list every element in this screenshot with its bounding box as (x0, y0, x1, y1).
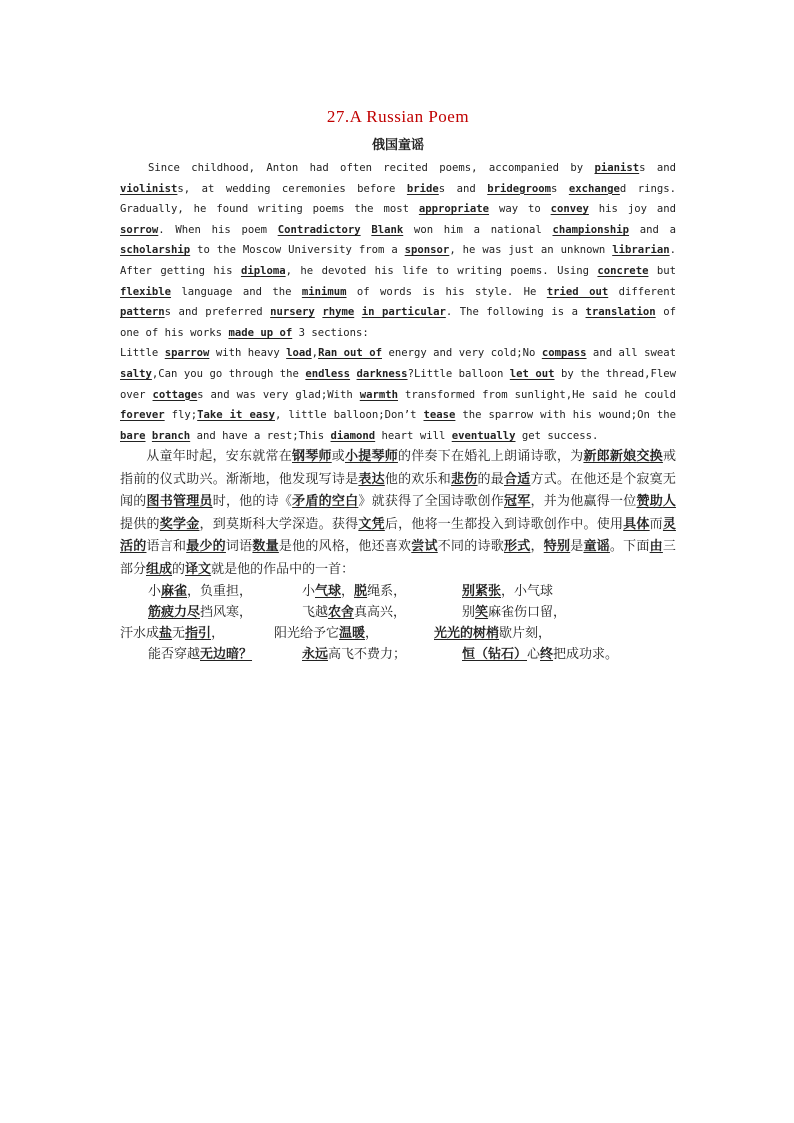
poem-line (120, 623, 676, 644)
text-run: fly; (164, 409, 198, 422)
text-run (361, 224, 372, 236)
vocab-word: Contradictory (277, 223, 361, 236)
vocab-word: 笑 (475, 605, 489, 621)
text-run: 麻雀伤口留， (488, 605, 567, 621)
vocab-word: 图书管理员 (146, 494, 213, 510)
document-subtitle: 俄国童谣 (371, 138, 424, 153)
vocab-word: 文凭 (358, 516, 385, 532)
text-run: 挡风寒， (200, 605, 253, 621)
vocab-word: translation (585, 306, 656, 319)
text-run: 从童年时起，安东就常在 (146, 449, 292, 465)
vocab-word: let out (509, 367, 555, 380)
poem-cell (120, 623, 224, 644)
chinese-paragraph (120, 446, 676, 581)
vocab-word: 具体 (623, 516, 650, 532)
vocab-word: Ran out of (318, 347, 382, 360)
text-run: 词语 (225, 539, 253, 555)
text-run: get success. (515, 429, 599, 442)
text-run: 语言和 (146, 539, 187, 555)
vocab-word: scholarship (120, 244, 191, 257)
text-run: 而 (649, 516, 663, 532)
text-run: d rings. Gradually, he found writing poems the most (120, 182, 676, 216)
poem-line (120, 581, 676, 602)
vocab-word: bride (406, 182, 439, 195)
text-run: to the Moscow University from a (190, 244, 405, 257)
text-run: 高飞不费力； (328, 647, 407, 663)
text-run: 无 (172, 626, 186, 642)
vocab-word: 悲伤 (451, 471, 478, 487)
poem-cell (462, 602, 566, 623)
vocab-word: warmth (359, 388, 399, 401)
text-run: 就是他的作品中的一首： (211, 561, 355, 577)
text-run: language and the (171, 285, 302, 298)
text-run: 别 (462, 605, 476, 621)
text-run: 戒指前的仪式助兴。渐渐地，他发现写诗是 (120, 449, 676, 487)
document-page (120, 104, 676, 665)
vocab-word: darkness (356, 367, 408, 380)
text-run: 小 (148, 584, 162, 600)
text-run: s and preferred (164, 306, 271, 319)
vocab-word: 钢琴师 (291, 449, 332, 465)
text-run: 时，他的诗《 (212, 494, 293, 510)
poem-cell (148, 581, 252, 602)
vocab-word: 童谣 (583, 539, 610, 555)
vocab-word: 筋疲力尽 (148, 605, 201, 621)
text-run: ，负重担， (187, 584, 253, 600)
text-run: ， (365, 626, 379, 642)
vocab-word: 新郎新娘 (583, 449, 637, 465)
vocab-word: 赞助人 (636, 494, 676, 510)
text-run: Little (120, 347, 165, 360)
vocab-word: salty (120, 367, 152, 380)
vocab-word: appropriate (418, 203, 490, 216)
text-run (354, 306, 362, 318)
text-run: . After getting his (120, 244, 676, 277)
poem-cell (462, 644, 618, 665)
vocab-word: flexible (120, 285, 172, 298)
vocab-word: pianist (594, 162, 640, 174)
vocab-word: 特别 (543, 539, 571, 555)
text-run: way to (489, 203, 551, 216)
text-run: of words is his style. He (346, 285, 547, 298)
poem-cell (462, 581, 553, 602)
chinese-poem (120, 581, 676, 665)
text-run: s, at wedding ceremonies before (177, 182, 407, 195)
text-run: 歇片刻， (499, 626, 552, 642)
vocab-word: 脱 (354, 584, 368, 600)
text-run: 飞越 (302, 605, 329, 621)
text-run: 。下面 (609, 539, 650, 555)
poem-cell (302, 581, 406, 602)
text-run: s and was very glad;With (197, 388, 360, 401)
text-run: 不同的诗歌 (437, 539, 504, 555)
vocab-word: 无边暗？ (200, 647, 253, 663)
vocab-word: in particular (361, 306, 446, 319)
poem-cell (302, 602, 406, 623)
text-run: 汗水成 (120, 626, 160, 642)
text-run: 是他的风格，他还喜欢 (278, 539, 412, 555)
text-run: s and (639, 162, 677, 174)
vocab-word: pattern (120, 306, 165, 319)
vocab-word: 小提琴师 (344, 449, 398, 465)
document-title: 27.A Russian Poem (326, 107, 470, 126)
text-run: by the thread,Flew over (120, 367, 676, 401)
text-run: ，到莫斯科大学深造。获得 (199, 516, 359, 532)
vocab-word: championship (552, 223, 630, 236)
vocab-word: 终 (540, 647, 554, 663)
vocab-word: 光光的树梢 (434, 626, 500, 642)
vocab-word: 矛盾的空白 (292, 494, 359, 510)
text-run: 他的欢乐和 (384, 471, 452, 487)
english-poem-paragraph (120, 343, 676, 446)
vocab-word: 指引 (185, 626, 212, 642)
poem-cell (434, 623, 551, 644)
vocab-word: 盐 (159, 626, 173, 642)
text-run: ， (341, 584, 355, 600)
text-run: 阳光给予它 (274, 626, 340, 642)
text-run: s and (438, 182, 488, 195)
text-run: 绳系， (367, 584, 407, 600)
vocab-word: sponsor (404, 244, 450, 257)
text-run: , (311, 347, 319, 360)
vocab-word: nursery (270, 306, 315, 319)
vocab-word: 恒（钻石） (462, 647, 528, 663)
english-paragraph-text (120, 162, 676, 339)
vocab-word: 最少的 (186, 539, 226, 555)
text-run: 能否穿越 (148, 647, 201, 663)
vocab-word: bare (120, 429, 146, 442)
text-run: energy and very cold;No (382, 347, 542, 360)
english-poem-text (120, 347, 676, 441)
text-run: 是 (570, 539, 584, 555)
text-run: , he devoted his life to writing poems. Using (285, 264, 598, 277)
text-run: transformed from sunlight,He said he could (398, 388, 676, 401)
text-run: and all sweat (586, 347, 677, 360)
vocab-word: cottage (152, 388, 198, 401)
vocab-word: tease (423, 409, 456, 422)
poem-cell (302, 644, 406, 665)
text-run: 把成功求。 (553, 647, 619, 663)
text-run: , little balloon;Don’t (274, 409, 424, 422)
text-run: ，小气球 (501, 584, 554, 600)
text-run: the sparrow with his wound;On the (455, 409, 676, 422)
vocab-word: rhyme (322, 306, 355, 319)
vocab-word: 麻雀 (161, 584, 188, 600)
vocab-word: sparrow (164, 347, 210, 360)
text-run: but (648, 264, 677, 277)
chinese-paragraph-text (120, 449, 676, 577)
vocab-word: minimum (301, 285, 347, 298)
vocab-word: diamond (330, 429, 376, 442)
text-run: and have a rest;This (190, 429, 331, 442)
text-run: 提供的 (120, 516, 160, 532)
vocab-word: 别紧张 (462, 584, 502, 600)
text-run: 真高兴， (354, 605, 407, 621)
poem-line (120, 602, 676, 623)
text-run: ,Can you go through the (151, 367, 306, 380)
text-run: with heavy (209, 347, 287, 360)
vocab-word: librarian (612, 244, 670, 257)
vocab-word: 灵活的 (120, 516, 676, 555)
text-run: 小 (302, 584, 316, 600)
english-paragraph (120, 158, 676, 343)
vocab-word: 交换 (636, 449, 663, 465)
text-run: ，并为他赢得一位 (530, 494, 637, 510)
vocab-word: branch (151, 429, 191, 442)
text-run: 》就获得了全国诗歌创作 (358, 494, 505, 510)
text-run: heart will (375, 429, 452, 442)
text-run: 后，他将一生都投入到诗歌创作中。使用 (384, 516, 624, 532)
text-run: won him a national (403, 223, 553, 236)
text-run: 方式。在他还是个寂寞无闻的 (120, 471, 676, 510)
text-run: and a (629, 223, 676, 236)
vocab-word: 合适 (504, 471, 531, 487)
text-run: 心 (527, 647, 541, 663)
vocab-word: concrete (597, 264, 649, 277)
vocab-word: Blank (371, 223, 404, 236)
text-run: 三部分 (120, 539, 676, 577)
text-run: . The following is a (445, 306, 586, 319)
text-run: , he was just an unknown (449, 244, 613, 257)
text-run: his joy and (588, 203, 676, 216)
vocab-word: 永远 (302, 647, 329, 663)
vocab-word: convey (550, 203, 589, 216)
vocab-word: 由 (649, 539, 663, 555)
text-run: 或 (331, 449, 345, 465)
vocab-word: exchange (568, 182, 620, 195)
text-run: of one of his works (120, 306, 676, 339)
vocab-word: 温暖 (339, 626, 366, 642)
text-run: ， (211, 626, 225, 642)
vocab-word: load (286, 347, 312, 360)
text-run: Since childhood, Anton had often recited poems, accompanied by (148, 162, 595, 174)
vocab-word: 气球 (315, 584, 342, 600)
vocab-word: forever (120, 409, 165, 422)
vocab-word: 农舍 (328, 605, 355, 621)
text-run: different (608, 285, 677, 298)
vocab-word: sorrow (120, 223, 159, 236)
vocab-word: 译文 (185, 561, 212, 577)
vocab-word: endless (305, 367, 351, 380)
vocab-word: eventually (451, 429, 516, 442)
text-run: 3 sections: (292, 326, 369, 339)
vocab-word: 冠军 (504, 494, 531, 510)
vocab-word: diploma (240, 264, 286, 277)
poem-cell (148, 644, 252, 665)
vocab-word: made up of (228, 326, 293, 339)
vocab-word: bridegroom (487, 182, 552, 195)
text-run: 的伴奏下在婚礼上朗诵诗歌，为 (397, 449, 584, 465)
vocab-word: compass (541, 347, 587, 360)
text-run: ?Little balloon (407, 367, 510, 380)
vocab-word: 尝试 (411, 539, 438, 555)
poem-cell (274, 623, 378, 644)
text-run: . When his poem (158, 223, 278, 236)
text-run: 的 (172, 561, 186, 577)
poem-line (120, 644, 676, 665)
text-run: s (551, 182, 569, 195)
vocab-word: Take it easy (197, 409, 275, 422)
vocab-word: 形式 (503, 539, 531, 555)
vocab-word: 表达 (358, 471, 385, 487)
poem-cell (148, 602, 252, 623)
vocab-word: 数量 (252, 539, 279, 555)
text-run: ， (530, 539, 544, 555)
vocab-word: 组成 (146, 561, 173, 577)
vocab-word: violinist (120, 182, 178, 195)
vocab-word: 奖学金 (159, 516, 200, 532)
text-run: 的最 (477, 471, 505, 487)
vocab-word: tried out (546, 285, 609, 298)
